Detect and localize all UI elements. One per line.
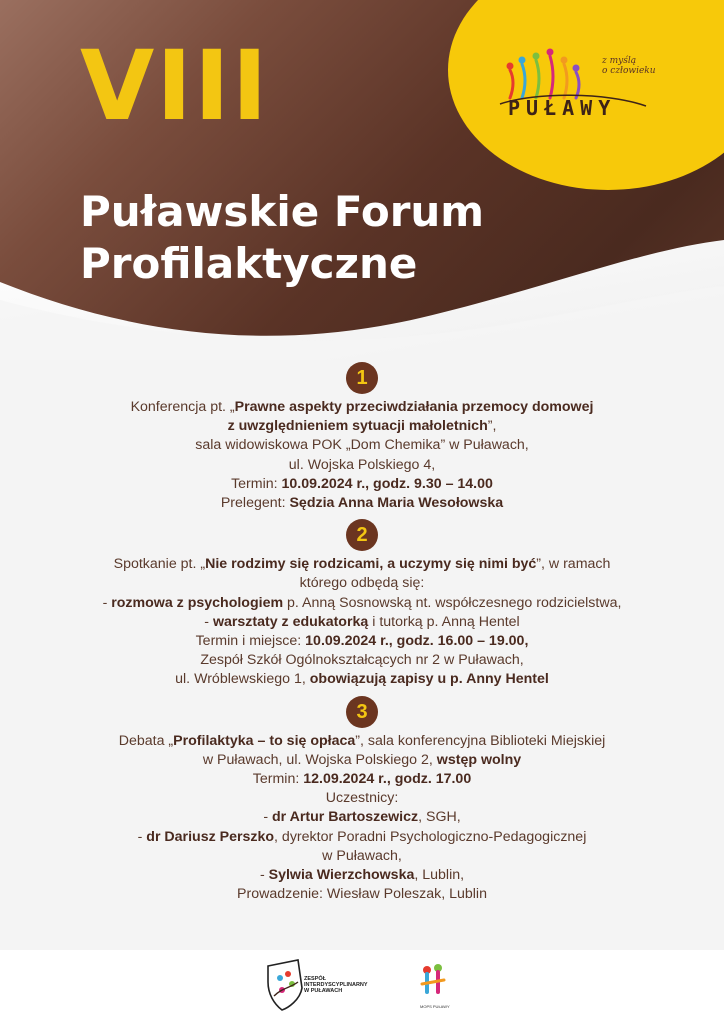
- footer-logo-2-label: MOPS PUŁAWY: [420, 1004, 450, 1009]
- item-1-line-1: Konferencja pt. „Prawne aspekty przeciwdziałania przemocy domowej: [130, 399, 594, 415]
- program-item-1: [0, 362, 724, 513]
- item-1-line-6: Prelegent: Sędzia Anna Maria Wesołowska: [220, 495, 504, 512]
- item-2-line-3: - rozmowa z psychologiem p. Anną Sosnowską nt. współczesnego rodzicielstwa,: [102, 594, 622, 611]
- item-3-line-1: Debata „Profilaktyka – to się opłaca”, sala konferencyjna Biblioteki Miejskiej: [118, 732, 606, 749]
- logo-word: PUŁAWY: [508, 96, 617, 120]
- item-3-line-2: w Puławach, ul. Wojska Polskiego 2, wstęp wolny: [202, 751, 522, 768]
- pulawy-logo-icon: [496, 40, 656, 140]
- title-line-1: Puławskie Forum: [80, 187, 485, 236]
- item-1-line-4: ul. Wojska Polskiego 4,: [288, 456, 436, 473]
- program-item-3: [0, 696, 724, 905]
- item-2-line-6: Zespół Szkół Ogólnokształcących nr 2 w Puławach,: [200, 652, 524, 669]
- item-number-badge: 1: [346, 362, 378, 394]
- item-3-line-6: - dr Dariusz Perszko, dyrektor Poradni Psychologiczno-Pedagogicznej: [137, 828, 587, 845]
- item-number-badge: 3: [346, 696, 378, 728]
- item-1-line-3: sala widowiskowa POK „Dom Chemika” w Puławach,: [195, 437, 529, 454]
- logo-tagline-line-1: z myślą: [602, 56, 637, 66]
- program-item-2: [0, 519, 724, 689]
- item-3-line-8: - Sylwia Wierzchowska, Lublin,: [259, 867, 465, 884]
- program-content: [0, 362, 724, 904]
- logo-tagline: [602, 56, 656, 76]
- logo-tagline-line-2: o człowieku: [602, 66, 656, 76]
- item-1-line-2: z uwzględnieniem sytuacji małoletnich”,: [227, 418, 497, 435]
- item-3-line-3: Termin: 12.09.2024 r., godz. 17.00: [252, 771, 472, 788]
- footer-logo-1-label: ZESPÓŁ INTERDYSCYPLINARNY W PUŁAWACH: [304, 976, 368, 994]
- page-title: [80, 186, 600, 290]
- item-2-line-5: Termin i miejsce: 10.09.2024 r., godz. 16.00 – 19.00,: [195, 633, 529, 650]
- item-2-line-4: - warsztaty z edukatorką i tutorką p. Anną Hentel: [204, 613, 520, 630]
- item-3-line-9: Prowadzenie: Wiesław Poleszak, Lublin: [237, 886, 487, 903]
- item-2-line-1: Spotkanie pt. „Nie rodzimy się rodzicami, a uczymy się nimi być”, w ramach: [113, 556, 611, 573]
- title-line-2: Profilaktyczne: [80, 239, 418, 288]
- item-3-line-4: Uczestnicy:: [325, 790, 399, 807]
- item-number-badge: 2: [346, 519, 378, 551]
- item-3-line-7: w Puławach,: [322, 847, 402, 864]
- item-1-line-5: Termin: 10.09.2024 r., godz. 9.30 – 14.00: [231, 475, 493, 492]
- item-2-line-7: ul. Wróblewskiego 1, obowiązują zapisy u p. Anny Hentel: [175, 671, 549, 688]
- edition-number: VIII: [80, 30, 270, 142]
- item-3-line-5: - dr Artur Bartoszewicz, SGH,: [263, 809, 461, 826]
- item-2-line-2: którego odbędą się:: [299, 575, 425, 592]
